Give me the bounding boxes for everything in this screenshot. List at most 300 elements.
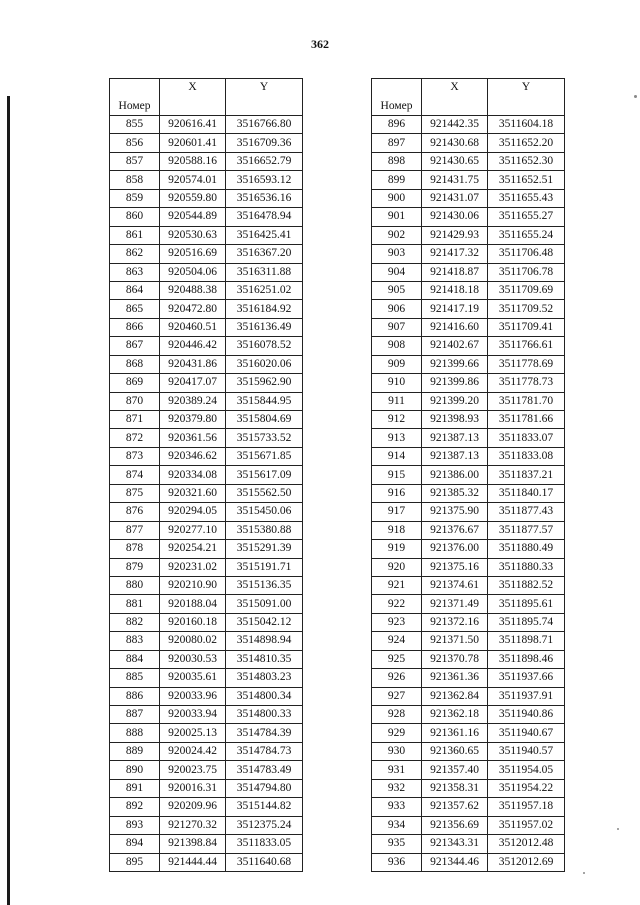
table-row	[110, 355, 303, 373]
cell-number: 936	[372, 853, 422, 871]
cell-y: 3511880.33	[488, 558, 565, 576]
table-row	[372, 706, 565, 724]
cell-x: 921418.87	[422, 263, 488, 281]
cell-x: 921343.31	[422, 835, 488, 853]
table-row	[110, 816, 303, 834]
cell-y: 3514810.35	[226, 650, 303, 668]
cell-number: 861	[110, 226, 160, 244]
header-y: Y	[488, 79, 565, 116]
cell-number: 933	[372, 798, 422, 816]
cell-number: 856	[110, 134, 160, 152]
cell-x: 920254.21	[160, 540, 226, 558]
cell-number: 929	[372, 724, 422, 742]
cell-number: 889	[110, 742, 160, 760]
cell-number: 869	[110, 374, 160, 392]
cell-x: 920574.01	[160, 171, 226, 189]
table-row	[110, 411, 303, 429]
cell-y: 3511766.61	[488, 337, 565, 355]
cell-x: 920016.31	[160, 779, 226, 797]
table-row	[372, 226, 565, 244]
table-row	[372, 245, 565, 263]
coordinates-table-left	[109, 78, 303, 872]
cell-x: 920488.38	[160, 281, 226, 299]
table-row	[110, 263, 303, 281]
table-row	[110, 152, 303, 170]
cell-y: 3514784.39	[226, 724, 303, 742]
table-row	[110, 632, 303, 650]
table-row	[110, 742, 303, 760]
table-row	[110, 116, 303, 134]
cell-y: 3511882.52	[488, 576, 565, 594]
cell-y: 3511837.21	[488, 466, 565, 484]
cell-x: 921444.44	[160, 853, 226, 871]
cell-number: 860	[110, 208, 160, 226]
cell-number: 857	[110, 152, 160, 170]
cell-y: 3515844.95	[226, 392, 303, 410]
cell-number: 881	[110, 595, 160, 613]
cell-y: 3515671.85	[226, 447, 303, 465]
cell-number: 894	[110, 835, 160, 853]
table-row	[372, 798, 565, 816]
cell-x: 921399.66	[422, 355, 488, 373]
cell-x: 921362.18	[422, 706, 488, 724]
cell-y: 3511895.61	[488, 595, 565, 613]
cell-number: 884	[110, 650, 160, 668]
table-row	[110, 208, 303, 226]
table-row	[110, 558, 303, 576]
cell-y: 3511778.73	[488, 374, 565, 392]
table-row	[372, 300, 565, 318]
cell-x: 921360.65	[422, 742, 488, 760]
cell-number: 930	[372, 742, 422, 760]
cell-y: 3515136.35	[226, 576, 303, 594]
table-row	[372, 484, 565, 502]
cell-y: 3511954.22	[488, 779, 565, 797]
cell-x: 920277.10	[160, 521, 226, 539]
cell-x: 921402.67	[422, 337, 488, 355]
cell-y: 3511937.66	[488, 669, 565, 687]
cell-number: 858	[110, 171, 160, 189]
cell-y: 3511781.70	[488, 392, 565, 410]
cell-y: 3511709.52	[488, 300, 565, 318]
cell-x: 920294.05	[160, 503, 226, 521]
table-row	[110, 761, 303, 779]
cell-number: 919	[372, 540, 422, 558]
table-row	[110, 226, 303, 244]
table-row	[110, 300, 303, 318]
cell-y: 3511940.86	[488, 706, 565, 724]
table-header-row	[110, 79, 303, 116]
table-row	[110, 245, 303, 263]
cell-y: 3516311.88	[226, 263, 303, 281]
cell-number: 887	[110, 706, 160, 724]
table-row	[110, 134, 303, 152]
table-row	[110, 503, 303, 521]
cell-x: 920588.16	[160, 152, 226, 170]
cell-x: 920559.80	[160, 189, 226, 207]
cell-number: 877	[110, 521, 160, 539]
cell-x: 920516.69	[160, 245, 226, 263]
cell-y: 3512012.69	[488, 853, 565, 871]
cell-y: 3514800.33	[226, 706, 303, 724]
cell-y: 3511833.07	[488, 429, 565, 447]
cell-number: 924	[372, 632, 422, 650]
cell-x: 920389.24	[160, 392, 226, 410]
table-row	[372, 355, 565, 373]
table-row	[110, 392, 303, 410]
cell-y: 3511604.18	[488, 116, 565, 134]
cell-x: 920033.94	[160, 706, 226, 724]
cell-x: 921399.20	[422, 392, 488, 410]
cell-x: 921358.31	[422, 779, 488, 797]
table-row	[110, 798, 303, 816]
cell-y: 3516709.36	[226, 134, 303, 152]
cell-y: 3515804.69	[226, 411, 303, 429]
cell-y: 3516251.02	[226, 281, 303, 299]
cell-y: 3511706.78	[488, 263, 565, 281]
cell-number: 893	[110, 816, 160, 834]
table-row	[372, 189, 565, 207]
cell-y: 3511709.69	[488, 281, 565, 299]
cell-y: 3516367.20	[226, 245, 303, 263]
cell-number: 863	[110, 263, 160, 281]
cell-number: 875	[110, 484, 160, 502]
table-row	[372, 853, 565, 871]
cell-y: 3514803.23	[226, 669, 303, 687]
table-row	[110, 706, 303, 724]
page-number: 362	[311, 37, 329, 51]
cell-y: 3511954.05	[488, 761, 565, 779]
cell-y: 3515380.88	[226, 521, 303, 539]
cell-number: 882	[110, 613, 160, 631]
cell-x: 921387.13	[422, 429, 488, 447]
table-row	[110, 724, 303, 742]
cell-y: 3511706.48	[488, 245, 565, 263]
cell-number: 895	[110, 853, 160, 871]
table-row	[372, 337, 565, 355]
table-row	[372, 632, 565, 650]
cell-x: 920024.42	[160, 742, 226, 760]
cell-x: 920033.96	[160, 687, 226, 705]
cell-number: 917	[372, 503, 422, 521]
cell-number: 883	[110, 632, 160, 650]
scan-speck	[583, 872, 585, 874]
table-row	[372, 263, 565, 281]
cell-x: 920209.96	[160, 798, 226, 816]
cell-number: 934	[372, 816, 422, 834]
table-row	[110, 540, 303, 558]
cell-y: 3511652.30	[488, 152, 565, 170]
cell-number: 870	[110, 392, 160, 410]
table-row	[372, 447, 565, 465]
cell-y: 3511655.43	[488, 189, 565, 207]
table-body	[110, 116, 303, 872]
table-row	[372, 742, 565, 760]
cell-number: 920	[372, 558, 422, 576]
cell-y: 3511778.69	[488, 355, 565, 373]
table-row	[372, 613, 565, 631]
cell-x: 920025.13	[160, 724, 226, 742]
cell-y: 3512012.48	[488, 835, 565, 853]
table-row	[372, 779, 565, 797]
cell-y: 3516478.94	[226, 208, 303, 226]
cell-number: 902	[372, 226, 422, 244]
cell-x: 920321.60	[160, 484, 226, 502]
table-row	[372, 392, 565, 410]
cell-x: 921374.61	[422, 576, 488, 594]
table-row	[110, 650, 303, 668]
cell-number: 935	[372, 835, 422, 853]
cell-x: 921375.16	[422, 558, 488, 576]
cell-y: 3511655.24	[488, 226, 565, 244]
cell-number: 876	[110, 503, 160, 521]
cell-x: 921370.78	[422, 650, 488, 668]
table-row	[372, 576, 565, 594]
table-row	[110, 429, 303, 447]
cell-y: 3515962.90	[226, 374, 303, 392]
cell-number: 873	[110, 447, 160, 465]
table-row	[110, 189, 303, 207]
cell-number: 926	[372, 669, 422, 687]
cell-number: 913	[372, 429, 422, 447]
cell-x: 921385.32	[422, 484, 488, 502]
cell-x: 921429.93	[422, 226, 488, 244]
cell-x: 921416.60	[422, 318, 488, 336]
cell-number: 918	[372, 521, 422, 539]
cell-x: 920417.07	[160, 374, 226, 392]
cell-x: 920544.89	[160, 208, 226, 226]
cell-y: 3511937.91	[488, 687, 565, 705]
table-row	[372, 650, 565, 668]
cell-number: 890	[110, 761, 160, 779]
cell-number: 871	[110, 411, 160, 429]
table-row	[110, 613, 303, 631]
cell-x: 920160.18	[160, 613, 226, 631]
cell-number: 928	[372, 706, 422, 724]
cell-number: 909	[372, 355, 422, 373]
cell-y: 3511940.67	[488, 724, 565, 742]
cell-x: 920601.41	[160, 134, 226, 152]
table-row	[372, 761, 565, 779]
table-row	[110, 171, 303, 189]
table-row	[372, 374, 565, 392]
table-row	[372, 171, 565, 189]
table-row	[110, 374, 303, 392]
cell-x: 920035.61	[160, 669, 226, 687]
cell-x: 921398.93	[422, 411, 488, 429]
cell-y: 3511655.27	[488, 208, 565, 226]
cell-y: 3511940.57	[488, 742, 565, 760]
cell-x: 921430.65	[422, 152, 488, 170]
table-row	[110, 521, 303, 539]
cell-number: 905	[372, 281, 422, 299]
cell-number: 914	[372, 447, 422, 465]
cell-x: 920379.80	[160, 411, 226, 429]
cell-number: 859	[110, 189, 160, 207]
cell-x: 920504.06	[160, 263, 226, 281]
cell-y: 3511898.71	[488, 632, 565, 650]
cell-y: 3515562.50	[226, 484, 303, 502]
cell-y: 3516536.16	[226, 189, 303, 207]
cell-y: 3515042.12	[226, 613, 303, 631]
cell-x: 921417.19	[422, 300, 488, 318]
cell-x: 921270.32	[160, 816, 226, 834]
table-row	[372, 466, 565, 484]
cell-x: 921356.69	[422, 816, 488, 834]
cell-number: 925	[372, 650, 422, 668]
cell-x: 920334.08	[160, 466, 226, 484]
table-row	[372, 503, 565, 521]
cell-x: 920188.04	[160, 595, 226, 613]
cell-number: 903	[372, 245, 422, 263]
cell-x: 920446.42	[160, 337, 226, 355]
cell-x: 921418.18	[422, 281, 488, 299]
cell-x: 920210.90	[160, 576, 226, 594]
cell-y: 3516136.49	[226, 318, 303, 336]
cell-y: 3515291.39	[226, 540, 303, 558]
cell-number: 899	[372, 171, 422, 189]
cell-number: 865	[110, 300, 160, 318]
cell-number: 898	[372, 152, 422, 170]
cell-x: 920431.86	[160, 355, 226, 373]
margin-binding-line	[7, 96, 10, 905]
cell-number: 874	[110, 466, 160, 484]
cell-number: 922	[372, 595, 422, 613]
cell-number: 880	[110, 576, 160, 594]
cell-x: 921417.32	[422, 245, 488, 263]
table-row	[372, 724, 565, 742]
cell-y: 3515733.52	[226, 429, 303, 447]
table-row	[110, 669, 303, 687]
table-row	[110, 484, 303, 502]
cell-y: 3511652.20	[488, 134, 565, 152]
table-row	[372, 116, 565, 134]
coordinates-table-right	[371, 78, 565, 872]
cell-y: 3515191.71	[226, 558, 303, 576]
table-header-row	[372, 79, 565, 116]
table-row	[372, 208, 565, 226]
cell-x: 921361.16	[422, 724, 488, 742]
cell-number: 855	[110, 116, 160, 134]
table-row	[372, 595, 565, 613]
cell-x: 921376.00	[422, 540, 488, 558]
cell-x: 921430.68	[422, 134, 488, 152]
cell-x: 921344.46	[422, 853, 488, 871]
cell-number: 901	[372, 208, 422, 226]
cell-number: 921	[372, 576, 422, 594]
cell-x: 921371.50	[422, 632, 488, 650]
table-row	[110, 318, 303, 336]
cell-number: 885	[110, 669, 160, 687]
cell-y: 3511833.05	[226, 835, 303, 853]
cell-number: 916	[372, 484, 422, 502]
cell-y: 3516184.92	[226, 300, 303, 318]
cell-y: 3514800.34	[226, 687, 303, 705]
cell-x: 920530.63	[160, 226, 226, 244]
cell-y: 3511833.08	[488, 447, 565, 465]
table-row	[110, 447, 303, 465]
cell-number: 886	[110, 687, 160, 705]
cell-y: 3515144.82	[226, 798, 303, 816]
cell-x: 921386.00	[422, 466, 488, 484]
cell-number: 900	[372, 189, 422, 207]
scan-speck	[617, 828, 619, 830]
cell-number: 915	[372, 466, 422, 484]
cell-number: 907	[372, 318, 422, 336]
table-row	[110, 687, 303, 705]
cell-number: 891	[110, 779, 160, 797]
cell-x: 920023.75	[160, 761, 226, 779]
cell-number: 867	[110, 337, 160, 355]
cell-y: 3516425.41	[226, 226, 303, 244]
cell-x: 920361.56	[160, 429, 226, 447]
cell-number: 911	[372, 392, 422, 410]
table-row	[110, 337, 303, 355]
cell-x: 921399.86	[422, 374, 488, 392]
cell-y: 3511709.41	[488, 318, 565, 336]
table-row	[372, 540, 565, 558]
table-row	[372, 521, 565, 539]
cell-y: 3515617.09	[226, 466, 303, 484]
cell-x: 920346.62	[160, 447, 226, 465]
cell-y: 3511957.18	[488, 798, 565, 816]
cell-y: 3514784.73	[226, 742, 303, 760]
table-row	[372, 687, 565, 705]
header-number: Номер	[372, 79, 422, 116]
table-row	[372, 558, 565, 576]
cell-y: 3514898.94	[226, 632, 303, 650]
cell-x: 920460.51	[160, 318, 226, 336]
cell-number: 932	[372, 779, 422, 797]
cell-x: 920472.80	[160, 300, 226, 318]
header-number: Номер	[110, 79, 160, 116]
cell-number: 862	[110, 245, 160, 263]
cell-y: 3516652.79	[226, 152, 303, 170]
table-row	[372, 669, 565, 687]
cell-number: 888	[110, 724, 160, 742]
cell-y: 3511781.66	[488, 411, 565, 429]
table-body	[372, 116, 565, 872]
table-row	[110, 835, 303, 853]
cell-number: 897	[372, 134, 422, 152]
cell-x: 921398.84	[160, 835, 226, 853]
cell-x: 921371.49	[422, 595, 488, 613]
header-x: X	[422, 79, 488, 116]
table-row	[372, 429, 565, 447]
cell-x: 921431.75	[422, 171, 488, 189]
cell-number: 872	[110, 429, 160, 447]
cell-number: 910	[372, 374, 422, 392]
cell-number: 892	[110, 798, 160, 816]
cell-y: 3511957.02	[488, 816, 565, 834]
table-row	[372, 318, 565, 336]
cell-x: 921430.06	[422, 208, 488, 226]
cell-y: 3515450.06	[226, 503, 303, 521]
cell-number: 912	[372, 411, 422, 429]
cell-y: 3514783.49	[226, 761, 303, 779]
table-row	[110, 281, 303, 299]
table-row	[372, 411, 565, 429]
cell-y: 3512375.24	[226, 816, 303, 834]
cell-x: 921372.16	[422, 613, 488, 631]
cell-y: 3511652.51	[488, 171, 565, 189]
cell-number: 864	[110, 281, 160, 299]
cell-y: 3516766.80	[226, 116, 303, 134]
table-row	[372, 816, 565, 834]
cell-number: 879	[110, 558, 160, 576]
cell-y: 3516593.12	[226, 171, 303, 189]
cell-y: 3511898.46	[488, 650, 565, 668]
